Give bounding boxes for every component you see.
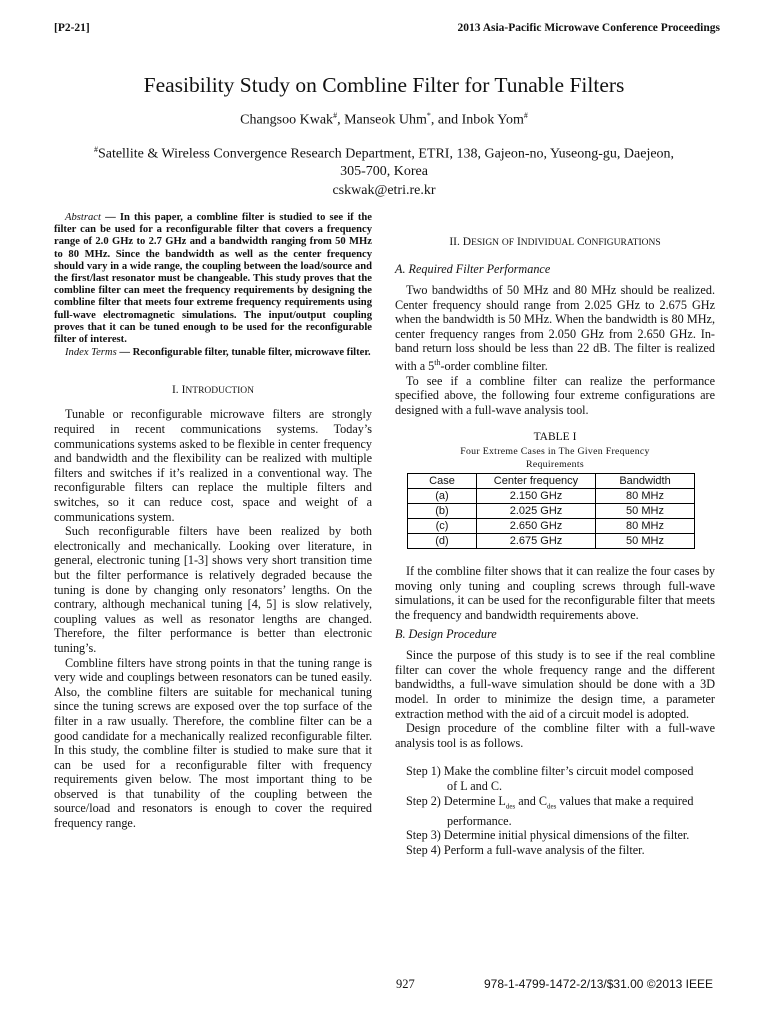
table-cell: (d) — [408, 533, 477, 548]
table-cell: (b) — [408, 503, 477, 518]
right-column — [395, 236, 715, 857]
abstract — [54, 212, 372, 346]
table-caption-title: Four Extreme Cases in The Given Frequency — [460, 445, 650, 457]
superscript: th — [434, 357, 441, 367]
paragraph-text: Two bandwidths of 50 MHz and 80 MHz should be realized. Center frequency should range from 2.025 GHz to 2.675 GHz when the bandwidth is 50 MHz. When the bandwidth is 80 MHz, center frequency ranges from 2.050 GHz from 2.650 GHz. In-band return loss should be less than 22 dB. The filter is realized with a 5 — [395, 283, 715, 374]
step-label: Step 1) — [406, 764, 444, 779]
heading-rest: ESIGN — [471, 238, 500, 248]
table-caption — [395, 431, 715, 472]
table-row — [408, 533, 695, 548]
step-text: Determine initial physical dimensions of the filter. — [443, 828, 690, 843]
heading-initial: I — [516, 236, 521, 248]
step-text: and C — [515, 793, 548, 808]
frequency-table — [407, 473, 695, 549]
subscript: des — [547, 802, 557, 811]
heading-rest: ONFIGURATIONS — [584, 238, 661, 248]
table-cell: 2.150 GHz — [477, 488, 596, 503]
step-label: Step 2) — [406, 793, 444, 808]
table-cell: 80 MHz — [596, 488, 695, 503]
index-terms — [54, 347, 372, 359]
author-mark: # — [523, 111, 528, 120]
list-item — [406, 764, 715, 779]
table-cell: (c) — [408, 518, 477, 533]
author-name: Manseok Uhm — [344, 112, 427, 128]
step-label: Step 3) — [406, 828, 444, 843]
paragraph: Combline filters have strong points in that the tuning range is very wide and couplings between resonators can be tuned easily. Also, the combline filters are suitable for mechanical tuning since the tuning screws are exposed over the top surface of the filter in a raw usually. Therefore, the combline filter can be a good candidate for a mechanically realized reconfigurable filter. In this study, the combline filter is studied to make sure that it can be used for a reconfigurable filter with frequency requirements given below. The most important thing to be observed is that tunability of the coupling between the source/load and resonators is enough to cover the required frequency range. — [54, 655, 372, 831]
page-number: 927 — [396, 977, 415, 991]
step-text: performance. — [447, 813, 512, 828]
table-row — [408, 488, 695, 503]
paragraph: To see if a combline filter can realize the performance specified above, the following four extreme configurations are designed with a full-wave analysis tool. — [395, 373, 715, 417]
table-caption-title: Requirements — [525, 459, 584, 471]
index-terms-text: Reconfigurable filter, tunable filter, microwave filter. — [132, 347, 371, 359]
abstract-text: In this paper, a combline filter is studied to see if the filter can be used for a reconfigurable filter that covers a frequency range of 2.0 GHz to 2.7 GHz and a bandwidth ranging from 50 MHz to 80 MHz. Since the bandwidth as well as the center frequency should vary in a wide range, the coupling between the load/source and the first/last resonator must be changeable. This study proves that the combline filter can meet the frequency requirements by designing the combline filter that meets four extreme frequency requirements using full-wave electromagnetic simulations. The input/output coupling proves that it can be tuned enough to be used for the reconfigurable filter of interest. — [54, 212, 373, 346]
heading-rest: NTRODUCTION — [185, 386, 255, 397]
step-text: Determine L — [443, 793, 506, 808]
heading-initial: C — [576, 236, 585, 248]
paragraph — [395, 283, 715, 374]
subsection-heading: B. Design Procedure — [395, 627, 497, 642]
table-cell: 2.675 GHz — [477, 533, 596, 548]
table-row — [408, 503, 695, 518]
section-heading-introduction — [54, 384, 372, 396]
affiliation — [54, 141, 714, 180]
table-row — [408, 518, 695, 533]
heading-initial: D — [462, 236, 472, 248]
author-separator: , — [337, 112, 345, 128]
table-caption-number: TABLE I — [533, 431, 577, 444]
abstract-label: Abstract — [65, 212, 101, 223]
table-cell: 2.650 GHz — [477, 518, 596, 533]
step-text: Perform a full-wave analysis of the filter. — [443, 842, 645, 857]
heading-rest: NDIVIDUAL — [520, 238, 575, 248]
author-mark: # — [333, 111, 338, 120]
list-item — [406, 828, 715, 843]
step-label: Step 4) — [406, 842, 444, 857]
conference-name: 2013 Asia-Pacific Microwave Conference Proceedings — [457, 22, 720, 34]
index-terms-dash: — — [116, 347, 133, 359]
subscript: des — [505, 802, 516, 811]
copyright-notice: 978-1-4799-1472-2/13/$31.00 ©2013 IEEE — [484, 977, 714, 991]
step-text: of L and C. — [447, 779, 503, 794]
heading-initial: I — [181, 384, 186, 397]
heading-rest: OF — [501, 238, 515, 248]
paragraph: If the combline filter shows that it can realize the four cases by moving only tuning and coupling screws through full-wave simulations, it can be used for the reconfigurable filter that meets the frequency and bandwidth requirements above. — [395, 563, 715, 622]
author-name: Inbok Yom — [461, 112, 524, 128]
left-column — [54, 212, 372, 831]
table-header: Center frequency — [477, 473, 596, 488]
paragraph-text: -order combline filter. — [440, 359, 548, 374]
step-text: Make the combline filter’s circuit model composed — [443, 764, 694, 779]
abstract-dash: — — [100, 212, 120, 223]
section-heading-design — [395, 236, 715, 248]
email-address: cskwak@etri.re.kr — [332, 183, 436, 198]
step-list — [406, 764, 715, 857]
paragraph: Design procedure of the combline filter with a full-wave analysis tool is as follows. — [395, 721, 715, 750]
subsection-heading: A. Required Filter Performance — [395, 262, 551, 276]
paragraph: Tunable or reconfigurable microwave filters are strongly required in recent communications systems. Today’s communications systems asked to be flexible in center frequency and bandwidth and the flexibility can be realized with multiple filters and switches if it’s realized in a conventional way. The reconfigurable filters can replace the multiple filters and switches, so it can reduce cost, space and weight of a communications system. — [54, 407, 372, 524]
affiliation-line: 305-700, Korea — [340, 163, 428, 179]
table-cell: 80 MHz — [596, 518, 695, 533]
table-header: Case — [408, 473, 477, 488]
table-cell: 2.025 GHz — [477, 503, 596, 518]
author-list — [0, 111, 768, 129]
affiliation-mark: # — [93, 145, 98, 154]
table-header: Bandwidth — [596, 473, 695, 488]
table-cell: 50 MHz — [596, 503, 695, 518]
list-item — [406, 794, 715, 814]
section-number: II. — [449, 236, 463, 248]
author-mark: * — [426, 111, 431, 120]
section-number: I. — [171, 384, 182, 397]
affiliation-line: Satellite & Wireless Convergence Research Department, ETRI, 138, Gajeon-no, Yuseong-gu, Daejeon, — [97, 146, 675, 162]
index-terms-label: Index Terms — [65, 347, 117, 359]
author-separator: , and — [430, 112, 462, 128]
author-name: Changsoo Kwak — [240, 112, 334, 128]
paper-title: Feasibility Study on Combline Filter for Tunable Filters — [143, 73, 625, 97]
header-label: [P2-21] — [54, 22, 90, 34]
table-header-row — [408, 473, 695, 488]
paragraph: Such reconfigurable filters have been realized by both electronically and mechanically. Looking over literature, in general, electronic tuning [1-3] shows very short transition time but the filter performance is relatively degraded because the tuning is done by changing only resonators’ lengths. On the contrary, although mechanical tuning [4, 5] is slow relatively, coupling values as well as resonator lengths are changed. Therefore, the filter performance is better than electronic tuning’s. — [54, 524, 372, 655]
table-cell: (a) — [408, 488, 477, 503]
paragraph: Since the purpose of this study is to see if the real combline filter can cover the whole frequency range and the different bandwidths, a full-wave simulation should be done with a 3D model. In order to minimize the design time, a parameter extraction method with the aid of a circuit model is adopted. — [395, 648, 715, 721]
table-cell: 50 MHz — [596, 533, 695, 548]
step-text: values that make a required — [556, 793, 694, 808]
list-item — [406, 843, 715, 858]
